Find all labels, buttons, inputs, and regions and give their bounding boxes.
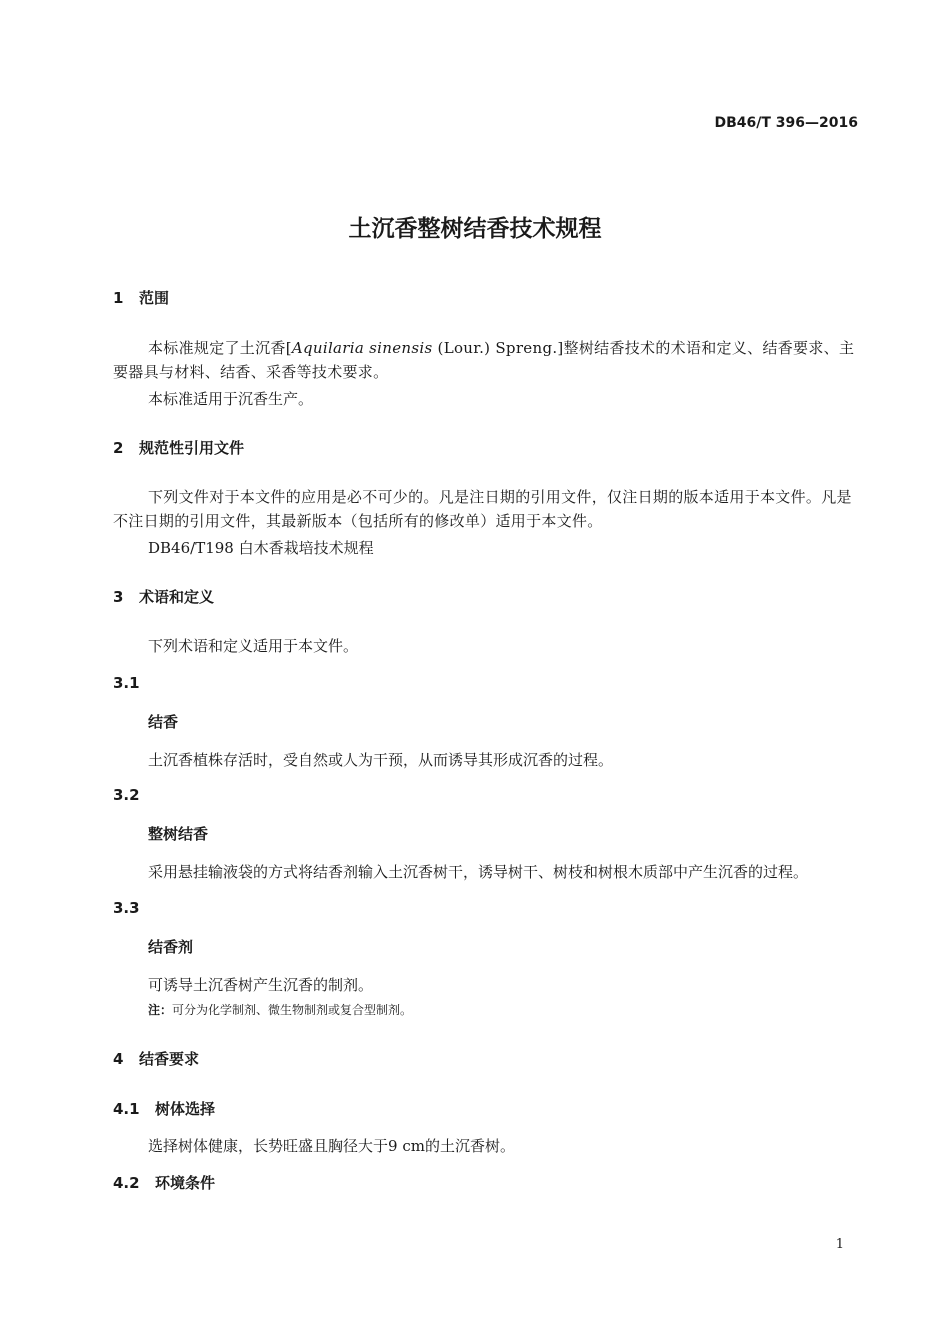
scope-paragraph (113, 336, 860, 384)
section-3-heading (113, 586, 214, 607)
term-definition: 土沉香植株存活时，受自然或人为干预，从而诱导其形成沉香的过程。 (148, 751, 614, 769)
clause-number: 3.3 (113, 899, 140, 917)
document-title: 土沉香整树结香技术规程 (348, 216, 602, 242)
section-title: 规范性引用文件 (139, 439, 245, 457)
section-2-heading (113, 437, 244, 458)
section-number: 4 (113, 1050, 124, 1068)
term-name: 结香剂 (148, 938, 194, 956)
document-number: DB46/T 396—2016 (714, 115, 858, 131)
section-number: 1 (113, 289, 124, 307)
clause-number: 3.1 (113, 674, 140, 692)
section-number: 3 (113, 588, 124, 606)
section-1-heading (113, 287, 169, 308)
species-name: Aquilaria sinensis (291, 339, 433, 357)
page-number: 1 (835, 1237, 844, 1252)
section-title: 术语和定义 (139, 588, 215, 606)
scope-text-a: 本标准规定了土沉香[ (148, 339, 292, 357)
subsection-4-1-heading (113, 1098, 215, 1119)
term-definition: 采用悬挂输液袋的方式将结香剂输入土沉香树干，诱导树干、树枝和树根木质部中产生沉香的过程。 (148, 863, 809, 881)
term-name: 结香 (148, 713, 179, 731)
scope-text-b: (Lour.) Spreng.]整树结香技术的术语和定义、结香要求、主要器具与材料、结香、采香等技术要求。 (113, 339, 855, 381)
subsection-number: 4.2 (113, 1174, 140, 1192)
tree-selection-text: 选择树体健康，长势旺盛且胸径大于9 cm的土沉香树。 (148, 1137, 515, 1155)
term-definition: 可诱导土沉香树产生沉香的制剂。 (148, 976, 374, 994)
terms-intro: 下列术语和定义适用于本文件。 (148, 637, 359, 655)
subsection-title: 树体选择 (155, 1100, 216, 1118)
section-title: 结香要求 (139, 1050, 200, 1068)
scope-applicability: 本标准适用于沉香生产。 (148, 390, 314, 408)
section-title: 范围 (139, 289, 170, 307)
subsection-4-2-heading (113, 1172, 215, 1193)
clause-number: 3.2 (113, 786, 140, 804)
normative-refs-paragraph: 下列文件对于本文件的应用是必不可少的。凡是注日期的引用文件，仅注日期的版本适用于本文件。凡是不注日期的引用文件，其最新版本（包括所有的修改单）适用于本文件。 (113, 488, 852, 530)
term-note (148, 1001, 412, 1018)
note-label: 注： (148, 1003, 173, 1017)
subsection-title: 环境条件 (155, 1174, 216, 1192)
section-4-heading (113, 1048, 199, 1069)
section-number: 2 (113, 439, 124, 457)
term-name: 整树结香 (148, 825, 209, 843)
normative-reference: DB46/T198 白木香栽培技术规程 (148, 539, 374, 557)
subsection-number: 4.1 (113, 1100, 140, 1118)
note-text: 可分为化学制剂、微生物制剂或复合型制剂。 (172, 1003, 413, 1017)
